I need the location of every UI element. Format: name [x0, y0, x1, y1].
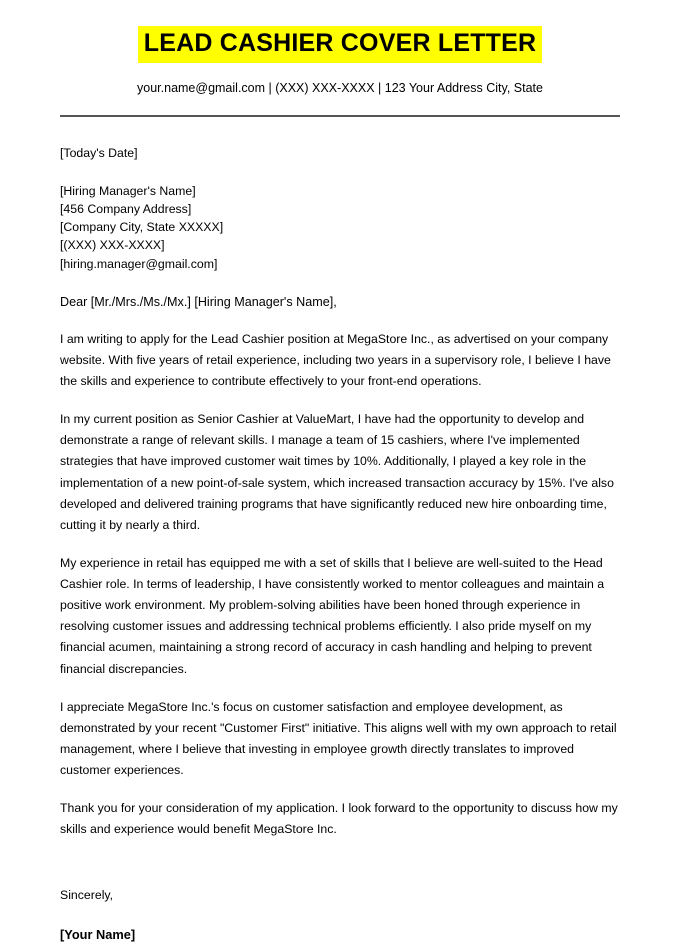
letter-body	[0, 145, 680, 944]
recipient-line: [hiring.manager@gmail.com]	[60, 256, 218, 271]
recipient-line: [Company City, State XXXXX]	[60, 220, 224, 235]
body-paragraph: I am writing to apply for the Lead Cashier position at MegaStore Inc., as advertised on your company website. With five years of retail experience, including two years in a supervisory role, I believe I have the skills and experience to contribute effectively to your front-end operations.	[60, 331, 611, 388]
recipient-address-block	[60, 182, 620, 273]
salutation-line: Dear [Mr./Mrs./Ms./Mx.] [Hiring Manager's Name],	[60, 294, 337, 309]
body-paragraph: I appreciate MegaStore Inc.'s focus on customer satisfaction and employee development, as demonstrated by your recent "Customer First" initiative. This aligns well with my own approach to retail management, where I believe that investing in employee growth directly translates to improved customer experiences.	[60, 699, 617, 778]
page-title: LEAD CASHIER COVER LETTER	[138, 26, 543, 63]
letter-header	[0, 0, 680, 117]
header-divider	[60, 115, 620, 117]
recipient-line: [(XXX) XXX-XXXX]	[60, 238, 165, 253]
signature-name: [Your Name]	[60, 927, 136, 943]
body-paragraph: My experience in retail has equipped me with a set of skills that I believe are well-suited to the Head Cashier role. In terms of leadership, I have consistently worked to mentor colleagues and maintain a positive work environment. My problem-solving abilities have been honed through experience in resolving customer issues and addressing technical problems efficiently. I also pride myself on my financial acumen, maintaining a strong record of accuracy in cash handling and helping to prevent financial discrepancies.	[60, 555, 605, 676]
body-paragraph: Thank you for your consideration of my application. I look forward to the opportunity to discuss how my skills and experience would benefit MegaStore Inc.	[60, 801, 618, 837]
closing-line: Sincerely,	[60, 887, 114, 902]
recipient-line: [456 Company Address]	[60, 202, 192, 217]
contact-info-line: your.name@gmail.com | (XXX) XXX-XXXX | 123 Your Address City, State	[137, 80, 543, 95]
title-row	[0, 26, 680, 63]
body-paragraph: In my current position as Senior Cashier at ValueMart, I have had the opportunity to develop and demonstrate a range of relevant skills. I manage a team of 15 cashiers, where I've implemented strategies that have improved customer wait times by 10%. Additionally, I played a key role in the implementation of a new point-of-sale system, which increased transaction accuracy by 15%. I've also developed and delivered training programs that have significantly reduced new hire onboarding time, cutting it by nearly a third.	[60, 412, 614, 532]
date-line: [Today's Date]	[60, 146, 138, 160]
recipient-line: [Hiring Manager's Name]	[60, 183, 196, 198]
